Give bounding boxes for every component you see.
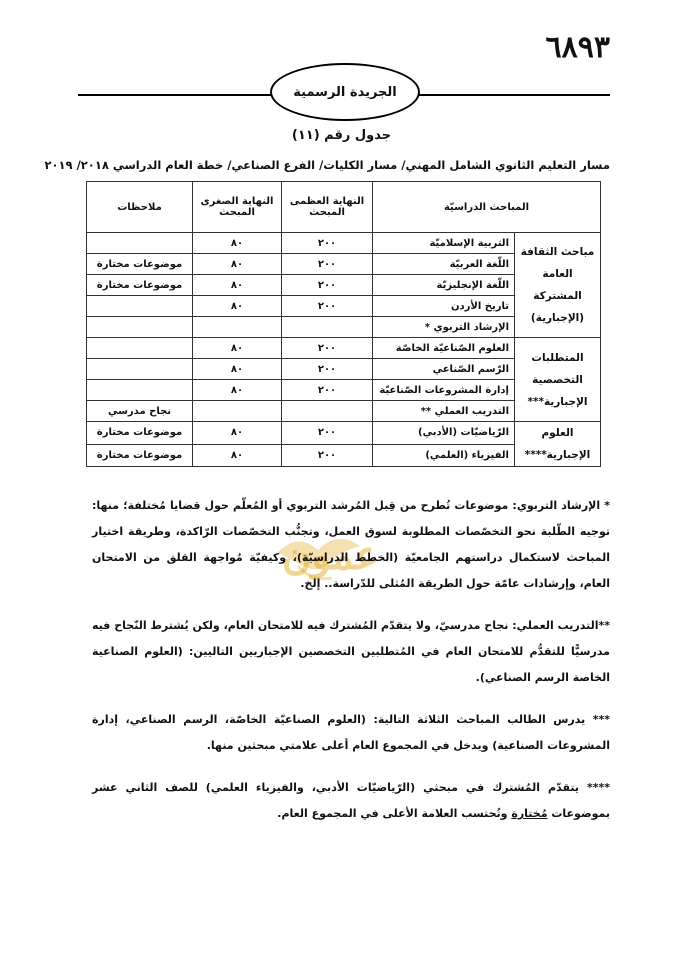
subject-cell: التدريب العملي ** [373,401,515,422]
max-mark-cell [282,317,373,338]
max-mark-cell: ٢٠٠ [282,422,373,445]
table-row [87,422,601,445]
min-mark-cell: ٨٠ [193,422,282,445]
max-mark-cell: ٢٠٠ [282,338,373,359]
group-specialized-requirements: المتطلبات التخصصية الإجبارية*** [515,338,601,422]
subject-cell: تاريخ الأردن [373,296,515,317]
max-mark-cell: ٢٠٠ [282,444,373,467]
min-mark-cell: ٨٠ [193,233,282,254]
min-mark-cell [193,317,282,338]
max-mark-cell: ٢٠٠ [282,254,373,275]
gazette-title-oval [270,63,420,121]
note-cell [87,380,193,401]
note-cell [87,338,193,359]
note-cell [87,359,193,380]
watermark-text: عمون [282,532,380,579]
min-mark-cell: ٨٠ [193,444,282,467]
header-subjects: المباحث الدراسيّة [373,182,601,233]
group-general-culture: مباحث الثقافة العامة المشتركة (الإجبارية) [515,233,601,338]
min-mark-cell [193,401,282,422]
note-cell: موضوعات مختارة [87,444,193,467]
table-caption: مسار التعليم الثانوي الشامل المهني/ مسار الكليات/ الفرع الصناعي/ خطة العام الدراسي ٢٠١٨/ ٢٠١٩ [44,158,610,172]
table-row [87,233,601,254]
note-cell [87,317,193,338]
footnote-specialized: *** يدرس الطالب المباحث الثلاثة التالية: (العلوم الصناعيّة الخاصّة، الرسم الصناعي، إدارة المشروعات الصناعية) ويدخل في المجموع العام أعلى علامتي مبحثين منها. [92,713,610,752]
max-mark-cell: ٢٠٠ [282,296,373,317]
min-mark-cell: ٨٠ [193,296,282,317]
min-mark-cell: ٨٠ [193,380,282,401]
subject-cell: الرّياضيّات (الأدبي) [373,422,515,445]
subject-cell: التربية الإسلاميّة [373,233,515,254]
table-header-row [87,182,601,233]
subject-cell: العلوم الصّناعيّة الخاصّة [373,338,515,359]
subject-cell: إدارة المشروعات الصّناعيّة [373,380,515,401]
footnote-practical-training: **التدريب العملي: نجاح مدرسيّ، ولا يتقدّم المُشترك فيه للامتحان العام، ولكن يُشترط النّجاح فيه مدرسيًّا للتقدُّم للامتحان العام في المُتطلبين التخصصين الإجباريين التاليين: (العلوم الصناعية الخاصة الرسم الصناعي). [92,619,610,684]
footnote-sciences-start: **** يتقدّم المُشترك في مبحثي (الرّياضيّات الأدبي، والفيزياء العلمي) للصف الثاني عشر بموضوعات [92,781,610,820]
subject-cell: الرّسم الصّناعي [373,359,515,380]
max-mark-cell [282,401,373,422]
min-mark-cell: ٨٠ [193,338,282,359]
max-mark-cell: ٢٠٠ [282,380,373,401]
min-mark-cell: ٨٠ [193,254,282,275]
page-number: ٦٨٩٣ [545,30,610,65]
gazette-title: الجريدة الرسمية [293,84,397,100]
header-notes: ملاحظات [87,182,193,233]
footnote-sciences-underlined: مُختارة [511,807,548,820]
min-mark-cell: ٨٠ [193,275,282,296]
header-max-mark: النهاية العظمى المبحث [282,182,373,233]
subject-cell: الفيزياء (العلمي) [373,444,515,467]
footnote-guidance: * الإرشاد التربوي: موضوعات تُطرح من قِبل المُرشد التربوي أو المُعلّم حول قضايا مُختلفة؛ منها: توجيه الطّلبة نحو التخصّصات المطلوبة لسوق العمل، وتجنُّب التخصّصات الرّاكدة، وطريقة اختيار المباحث لاستكمال دراستهم الجامعيّة (الخطط الدراسيّة)، وكيفيّة مُواجهة القلق من الامتحان العام، وإرشادات عامّة حول الطريقة المُثلى للدّراسة.. إلخ. [92,499,610,590]
table-row [87,338,601,359]
group-mandatory-sciences: العلوم الإجبارية**** [515,422,601,467]
subject-cell: الإرشاد التربوي * [373,317,515,338]
curriculum-table [86,181,601,467]
footnotes [92,493,610,843]
max-mark-cell: ٢٠٠ [282,233,373,254]
note-cell: موضوعات مختارة [87,422,193,445]
subject-cell: اللّغة الإنجليزيّة [373,275,515,296]
min-mark-cell: ٨٠ [193,359,282,380]
footnote-sciences [92,775,610,827]
max-mark-cell: ٢٠٠ [282,359,373,380]
subject-cell: اللّغة العربيّة [373,254,515,275]
note-cell [87,296,193,317]
footnote-sciences-end: وتُحتسب العلامة الأعلى في المجموع العام. [277,807,508,820]
note-cell: موضوعات مختارة [87,275,193,296]
note-cell [87,233,193,254]
note-cell: موضوعات مختارة [87,254,193,275]
max-mark-cell: ٢٠٠ [282,275,373,296]
note-cell: نجاح مدرسي [87,401,193,422]
header-min-mark: النهاية الصغرى المبحث [193,182,282,233]
table-number: جدول رقم (١١) [291,128,392,143]
